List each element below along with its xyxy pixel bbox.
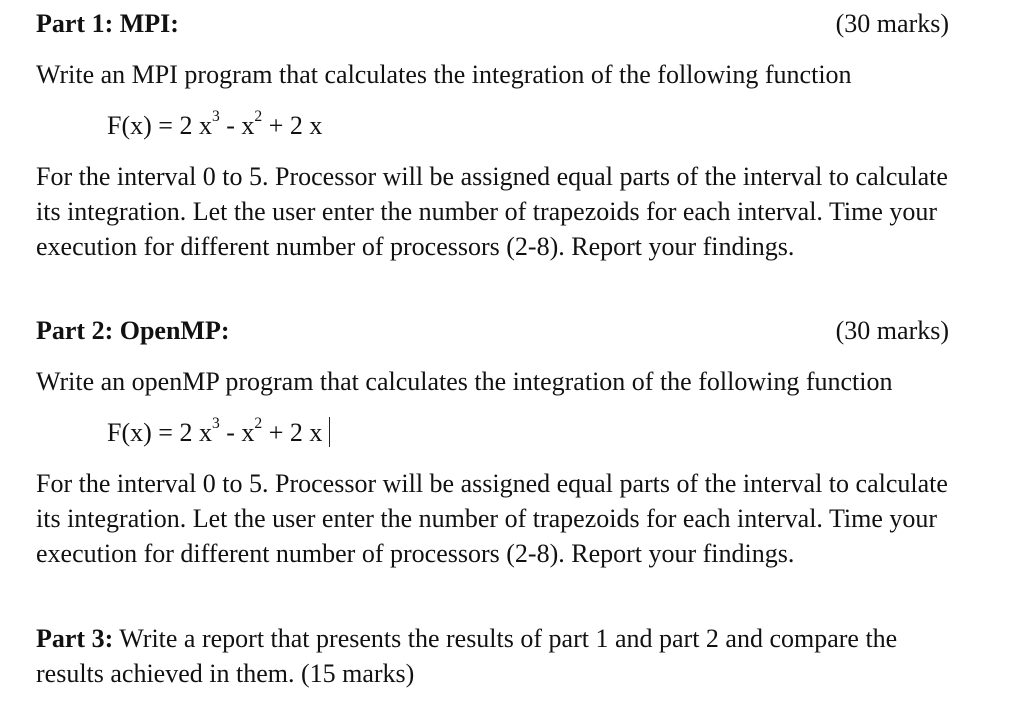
part1-heading: Part 1: MPI: [36, 9, 179, 38]
part2-formula-exp2: 2 [254, 415, 263, 433]
part2-header [36, 313, 949, 348]
part2-formula-lhs: F(x) = 2 x [107, 418, 212, 447]
part1-formula-exp2: 2 [254, 108, 263, 126]
part1-body: For the interval 0 to 5. Processor will be assigned equal parts of the interval to calculate its integration. Let the user enter the number of trapezoids for each interval. Time your execution for different number of processors (2-8). Report your findings. [36, 162, 948, 261]
part2-marks: (30 marks) [835, 316, 949, 345]
part2-body: For the interval 0 to 5. Processor will be assigned equal parts of the interval to calculate its integration. Let the user enter the number of trapezoids for each interval. Time your execution for different number of processors (2-8). Report your findings. [36, 469, 948, 568]
part3-heading: Part 3: [36, 624, 114, 653]
part3-paragraph [36, 621, 971, 691]
part1-formula-exp1: 3 [211, 108, 220, 126]
part2-intro: Write an openMP program that calculates the integration of the following function [36, 367, 893, 396]
part2-formula-rest: + 2 x [262, 418, 323, 447]
part2-heading: Part 2: OpenMP: [36, 316, 230, 345]
part1-formula-lhs: F(x) = 2 x [107, 111, 212, 140]
part1-formula-mid: - x [219, 111, 255, 140]
text-cursor [329, 417, 330, 447]
part1-marks: (30 marks) [835, 9, 949, 38]
part1-intro: Write an MPI program that calculates the integration of the following function [36, 60, 852, 89]
part1-header [36, 6, 949, 41]
part2-formula-exp1: 3 [211, 415, 220, 433]
part3-body: Write a report that presents the results of part 1 and part 2 and compare the results achieved in them. (15 marks) [36, 624, 898, 688]
part1-formula-rest: + 2 x [262, 111, 323, 140]
part2-formula-mid: - x [219, 418, 255, 447]
part2-formula [107, 415, 330, 450]
part1-formula [107, 108, 322, 143]
